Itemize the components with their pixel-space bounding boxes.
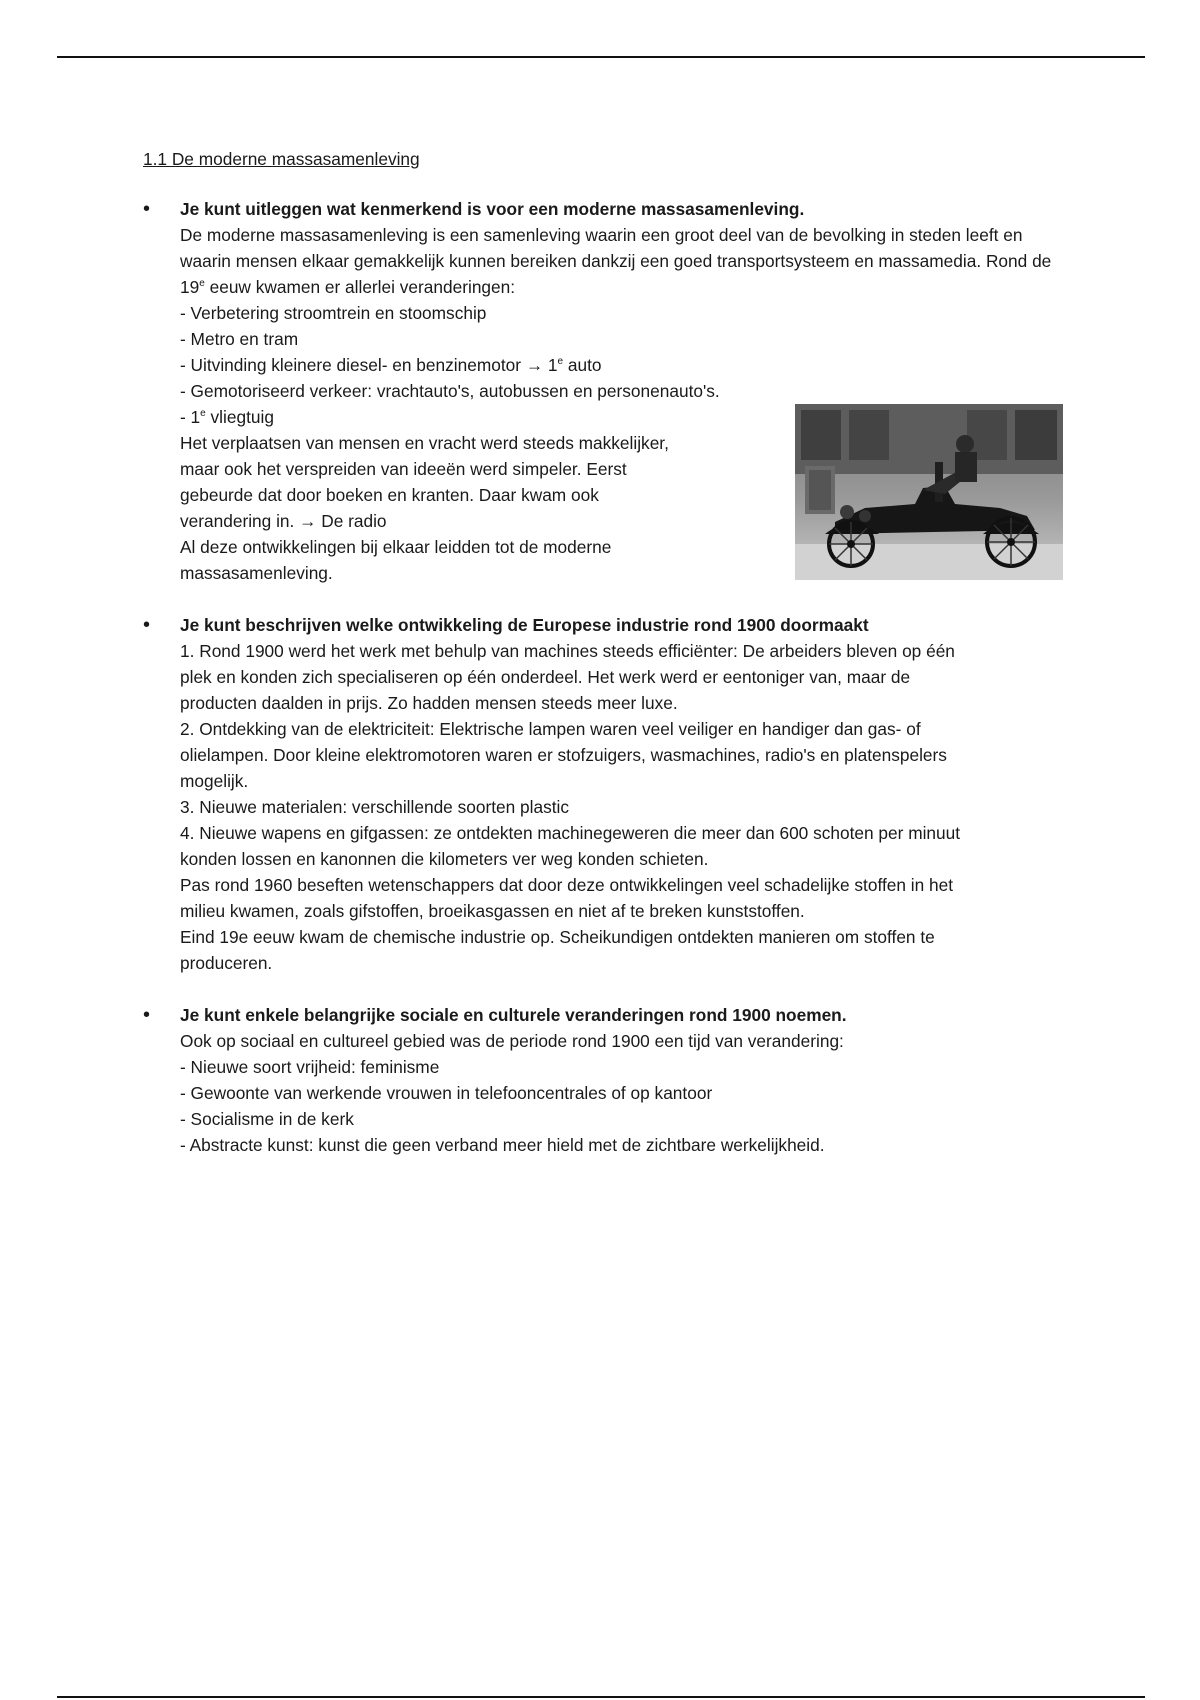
list-item: - Uitvinding kleinere diesel- en benzinemotor → $1^e$ auto <box>180 355 602 375</box>
list-item: - Metro en tram <box>180 329 299 349</box>
learning-goal-3: • Je kunt enkele belangrijke sociale en culturele veranderingen rond 1900 noemen. Ook op sociaal en cultureel gebied was de periode rond 1900 een tijd van verandering: - Nieuwe soort vrijheid: feminisme - Gewoonte van werkende vrouwen in telefooncentrales of op kantoor - Socialisme in de kerk - Abstracte kunst: kunst die geen verband meer hield met de zichtbare werkelijkheid. <box>143 1002 1063 1158</box>
vintage-car-photo <box>795 404 1063 580</box>
list-item: - 1e vliegtuig <box>180 407 274 427</box>
paragraph: De moderne massasamenleving is een samenleving waarin een groot deel van de bevolking in steden leeft en waarin mensen elkaar gemakkelijk kunnen bereiken dankzij een goed transportsysteem en massamedia. Rond de 19e eeuw kwamen er allerlei veranderingen: <box>180 225 1052 297</box>
footer-rule <box>57 1696 1145 1698</box>
goal-heading: Je kunt enkele belangrijke sociale en culturele veranderingen rond 1900 noemen. <box>180 1005 847 1025</box>
arrow-right-icon: → <box>299 511 317 531</box>
list-item: - Nieuwe soort vrijheid: feminisme <box>180 1057 440 1077</box>
header-rule <box>57 56 1145 58</box>
list-item: - Verbetering stroomtrein en stoomschip <box>180 303 487 323</box>
list-item: - Socialisme in de kerk <box>180 1109 354 1129</box>
list-item: - Gewoonte van werkende vrouwen in telefooncentrales of op kantoor <box>180 1083 713 1103</box>
side-paragraph: Het verplaatsen van mensen en vracht werd steeds makkelijker, maar ook het verspreiden van ideeën werd simpeler. Eerst gebeurde dat door boeken en kranten. Daar kwam ook verandering in. → De radio Al deze ontwikkelingen bij elkaar leidden tot de moderne massasamenleving. <box>180 433 669 583</box>
text-with-photo <box>180 404 1063 586</box>
list-item: - Gemotoriseerd verkeer: vrachtauto's, autobussen en personenauto's. <box>180 381 720 401</box>
goal-heading: Je kunt uitleggen wat kenmerkend is voor een moderne massasamenleving. <box>180 199 805 219</box>
bullet-icon: • <box>143 614 151 636</box>
section-title: 1.1 De moderne massasamenleving <box>143 149 420 169</box>
goal-heading: Je kunt beschrijven welke ontwikkeling de Europese industrie rond 1900 doormaakt <box>180 615 869 635</box>
arrow-right-icon: → <box>525 355 544 375</box>
list-item: - Abstracte kunst: kunst die geen verband meer hield met de zichtbare werkelijkheid. <box>180 1135 825 1155</box>
learning-goal-1 <box>143 196 1063 586</box>
bullet-icon: • <box>143 1004 151 1026</box>
document-body <box>143 146 1063 1184</box>
bullet-icon: • <box>143 198 151 220</box>
learning-goal-2: • Je kunt beschrijven welke ontwikkeling de Europese industrie rond 1900 doormaakt 1. Rond 1900 werd het werk met behulp van machines steeds efficiënter: De arbeiders bleven op één plek en konden zich specialiseren op één onderdeel. Het werk werd er eentoniger van, maar de producten daalden in prijs. Zo hadden mensen steeds meer luxe. 2. Ontdekking van de elektriciteit: Elektrische lampen waren veel veiliger en handiger dan gas- of olielampen. Door kleine elektromotoren waren er stofzuigers, wasmachines, radio's en platenspelers mogelijk. 3. Nieuwe materialen: verschillende soorten plastic 4. Nieuwe wapens en gifgassen: ze ontdekten machinegeweren die meer dan 600 schoten per minuut konden lossen en kanonnen die kilometers ver weg konden schieten. Pas rond 1960 beseften wetenschappers dat door deze ontwikkelingen veel schadelijke stoffen in het milieu kwamen, zoals gifstoffen, broeikasgassen en niet af te breken kunststoffen. Eind 19e eeuw kwam de chemische industrie op. Scheikundigen ontdekten manieren om stoffen te produceren. <box>143 612 1063 976</box>
